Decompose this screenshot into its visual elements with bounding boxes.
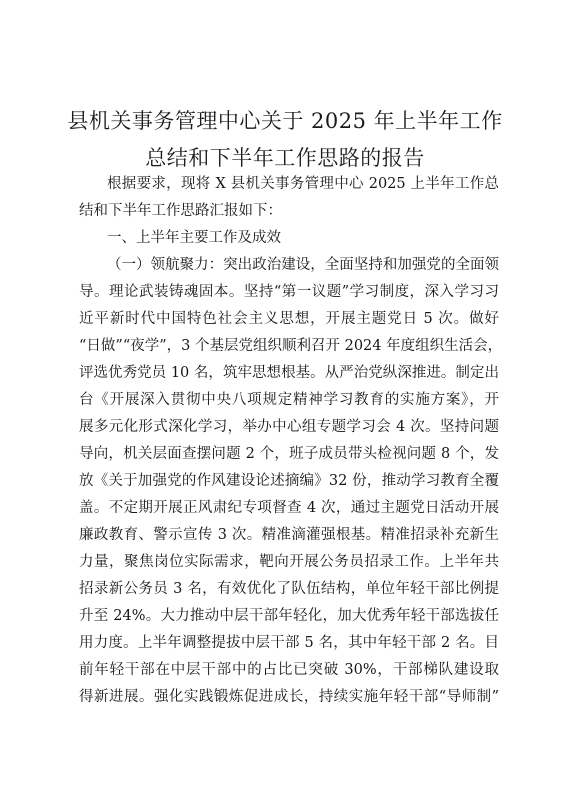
- body-paragraph-line: “日做”“夜学”，3 个基层党组织顺利召开 2024 年度组织生活会，: [79, 338, 503, 354]
- body-paragraph-line: 盖。不定期开展正风肃纪专项督查 4 次，通过主题党日活动开展: [79, 500, 499, 516]
- body-paragraph-line: 招录新公务员 3 名，有效优化了队伍结构，单位年轻干部比例提: [79, 581, 499, 597]
- body-paragraph-line: 展多元化形式深化学习，举办中心组专题学习会 4 次。坚持问题: [79, 419, 499, 435]
- document-title-line-1: 县机关事务管理中心关于 2025 年上半年工作: [67, 109, 503, 133]
- body-paragraph-line: 前年轻干部在中层干部中的占比已突破 30%，干部梯队建设取: [79, 662, 499, 678]
- intro-paragraph-line: 根据要求，现将 X 县机关事务管理中心 2025 上半年工作总: [107, 176, 499, 192]
- body-paragraph-line: 廉政教育、警示宣传 3 次。精准滴灌强根基。精准招录补充新生: [79, 527, 499, 543]
- body-paragraph-line: 力量，聚焦岗位实际需求，靶向开展公务员招录工作。上半年共: [79, 554, 499, 570]
- body-paragraph-line: （一）领航聚力：突出政治建设，全面坚持和加强党的全面领: [107, 257, 499, 273]
- document-title-line-2: 总结和下半年工作思路的报告: [145, 146, 425, 170]
- intro-paragraph-line: 结和下半年工作思路汇报如下：: [79, 203, 282, 219]
- body-paragraph-line: 评选优秀党员 10 名，筑牢思想根基。从严治党纵深推进。制定出: [79, 365, 499, 381]
- body-paragraph-line: 用力度。上半年调整提拔中层干部 5 名，其中年轻干部 2 名。目: [79, 635, 499, 651]
- body-paragraph-line: 近平新时代中国特色社会主义思想，开展主题党日 5 次。做好: [79, 311, 499, 327]
- section-heading: 一、上半年主要工作及成效: [107, 230, 281, 246]
- body-paragraph-line: 台《开展深入贯彻中央八项规定精神学习教育的实施方案》，开: [79, 392, 499, 408]
- body-paragraph-line: 放《关于加强党的作风建设论述摘编》32 份，推动学习教育全覆: [79, 473, 499, 489]
- body-paragraph-line: 导。理论武装铸魂固本。坚持“第一议题”学习制度，深入学习习: [79, 284, 499, 300]
- body-paragraph-line: 升至 24%。大力推动中层干部年轻化，加大优秀年轻干部选拔任: [79, 608, 499, 624]
- body-paragraph-line: 导向，机关层面查摆问题 2 个，班子成员带头检视问题 8 个，发: [79, 446, 499, 462]
- body-paragraph-line: 得新进展。强化实践锻炼促进成长，持续实施年轻干部“导师制”: [79, 689, 499, 705]
